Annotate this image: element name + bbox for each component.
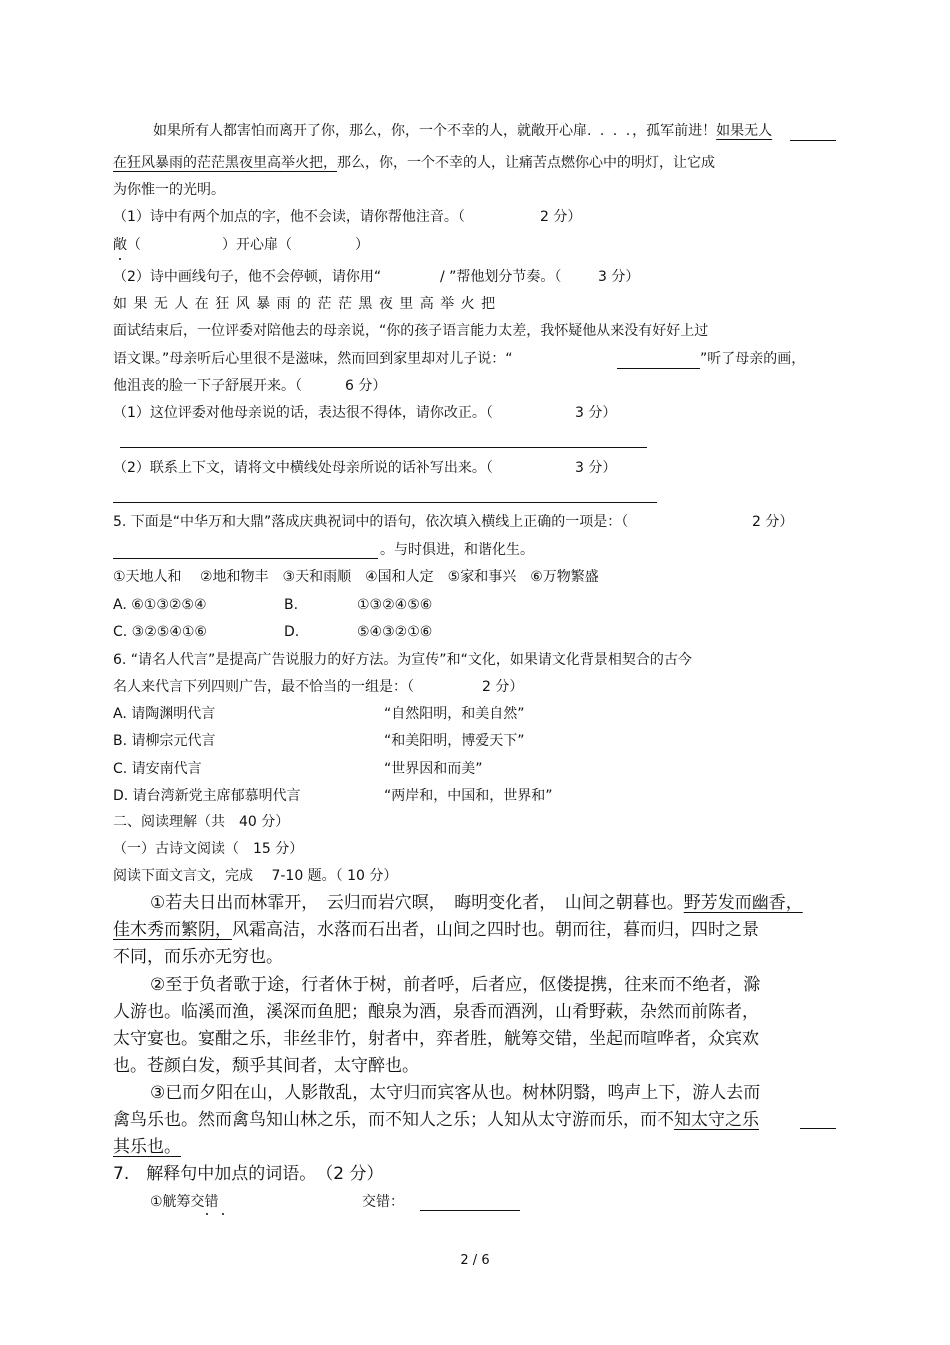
emphasis-dots: . . . .: [587, 123, 633, 139]
q5-stem: 5. 下面是“中华万和大鼎”落成庆典祝词中的语句，依次填入横线上正确的一项是：（: [113, 514, 629, 530]
q5-score: 2 分）: [752, 514, 794, 530]
underlined-text: 其乐也。: [113, 1137, 181, 1157]
q4-line-1: 面试结束后，一位评委对陪他去的母亲说，“你的孩子语言能力太差，我怀疑他从来没有好好上过: [113, 323, 709, 339]
q2-score: 3 分）: [598, 269, 640, 285]
q5-option-d: ⑤④③②①⑥: [357, 624, 433, 640]
passage-p1-line-3: 不同，而乐亦无穷也。: [113, 947, 283, 967]
emphasis-dot: [222, 1213, 224, 1215]
q7-item: ①觥筹交错: [150, 1194, 219, 1210]
passage-p3-line-2: [113, 1109, 759, 1131]
passage-text: 风霜高洁，水落而石出者，山间之四时也。朝而往，暮而归，四时之景: [232, 920, 759, 940]
q4-score: 6 分）: [345, 378, 387, 394]
section-subtitle: （一）古诗文阅读（ 15 分）: [113, 841, 304, 857]
q2-prompt: （2）诗中画线句子，他不会停顿，请你用“: [113, 269, 382, 285]
q6-option-label: B. 请柳宗元代言: [113, 733, 216, 749]
q6-option-label: D. 请台湾新党主席郁慕明代言: [113, 788, 301, 804]
q4-sub-1: （1）这位评委对他母亲说的话，表达很不得体，请你改正。（: [113, 405, 493, 421]
answer-blank[interactable]: [617, 368, 700, 369]
q6-option-label: A. 请陶渊明代言: [113, 706, 216, 722]
underlined-text: 佳木秀而繁阴，: [113, 920, 232, 940]
underlined-text: 在狂风暴雨的茫茫黑夜里高举火把，: [113, 155, 337, 171]
q7-label: 交错：: [362, 1194, 404, 1210]
q5-items: ①天地人和 ②地和物丰 ③天和雨顺 ④国和人定 ⑤家和事兴 ⑥万物繁盛: [113, 569, 599, 585]
q5-option-c: C. ③②⑤④①⑥: [113, 624, 207, 640]
underline-extension: [800, 1128, 836, 1129]
underlined-text: 野芳发而幽香，: [683, 893, 803, 913]
underline-extension: [790, 140, 836, 141]
answer-line[interactable]: [113, 502, 657, 503]
q6-option-slogan: “和美阳明，博爱天下”: [384, 733, 525, 749]
q1-prompt: （1）诗中有两个加点的字，他不会读，请你帮他注音。（: [113, 209, 465, 225]
q6-option-slogan: “自然阳明，和美自然”: [384, 706, 525, 722]
poem-text: 如果所有人都害怕而离开了你，那么，你，一个不幸的人，就敞开心扉: [153, 123, 587, 139]
passage-p2-line-1: ②至于负者歌于途，行者休于树，前者呼，后者应，伛偻提携，往来而不绝者，滁: [150, 975, 761, 995]
passage-p2-line-4: 也。苍颜白发，颓乎其间者，太守醉也。: [113, 1056, 419, 1076]
answer-blank[interactable]: [113, 558, 378, 559]
passage-text: ①若夫日出而林霏开， 云归而岩穴暝， 晦明变化者， 山间之朝暮也。: [150, 893, 684, 913]
q7-title: 7. 解释句中加点的词语。 （2 分）: [113, 1164, 384, 1184]
q4-sub-2: （2）联系上下文，请将文中横线处母亲所说的话补写出来。（: [113, 460, 493, 476]
passage-p1-line-1: [150, 892, 803, 914]
q4-sub-1-score: 3 分）: [575, 405, 617, 421]
underlined-text: 知太守之乐: [674, 1110, 759, 1130]
q5-option-b: ①③②④⑤⑥: [357, 597, 433, 613]
q6-score: 2 分）: [482, 679, 524, 695]
passage-p2-line-2: 人游也。临溪而渔，溪深而鱼肥；酿泉为酒，泉香而酒洌，山肴野蔌，杂然而前陈者，: [113, 1002, 759, 1022]
section-title: 二、阅读理解（共 40 分）: [113, 814, 290, 830]
q5-blank-tail: 。与时俱进，和谐化生。: [380, 542, 534, 558]
q6-stem-1: 6. “请名人代言”是提高广告说服力的好方法。为宣传”和“文化，如果请文化背景相契合的古今: [113, 652, 692, 668]
passage-p2-line-3: 太守宴也。宴酣之乐，非丝非竹，射者中，弈者胜，觥筹交错，坐起而喧哗者，众宾欢: [113, 1029, 759, 1049]
emphasis-dot: [206, 1213, 208, 1215]
q6-option-slogan: “两岸和，中国和，世界和”: [384, 788, 553, 804]
q4-line-2b: ”听了母亲的画，: [700, 351, 806, 367]
q1-score: 2 分）: [540, 209, 582, 225]
passage-p3-line-1: ③已而夕阳在山，人影散乱，太守归而宾客从也。树林阴翳，鸣声上下，游人去而: [150, 1083, 761, 1103]
passage-p1-line-2: [113, 919, 759, 941]
q5-option-b-label: B.: [284, 597, 299, 613]
q2-spaced-line: 如 果 无 人 在 狂 风 暴 雨 的 茫 茫 黑 夜 里 高 举 火 把: [113, 296, 497, 312]
underlined-text: 如果无人: [716, 123, 773, 139]
passage-p3-line-3: [113, 1136, 181, 1158]
q1-word-1: 敞（: [113, 237, 141, 253]
poem-line-1: [153, 122, 772, 140]
q4-line-2a: 语文课。”母亲听后心里很不是滋味，然而回到家里却对儿子说：“: [113, 351, 513, 367]
q6-option-slogan: “世界因和而美”: [384, 761, 483, 777]
q2-mark: / ”帮他划分节奏。（: [440, 269, 562, 285]
passage-text: 禽鸟乐也。然而禽鸟知山林之乐，而不知人之乐；人知从太守游而乐，而不: [113, 1110, 674, 1130]
emphasis-dot: [119, 258, 121, 260]
poem-text: 那么，你，一个不幸的人，让痛苦点燃你心中的明灯，让它成: [337, 155, 715, 171]
q6-stem-2: 名人来代言下列四则广告，最不恰当的一组是：（: [113, 679, 414, 695]
answer-line[interactable]: [120, 447, 647, 448]
poem-line-2: [113, 154, 715, 172]
q1-word-2: ）开心扉（: [222, 237, 292, 253]
poem-line-3: 为你惟一的光明。: [113, 182, 225, 198]
q5-option-d-label: D.: [284, 624, 300, 640]
q4-sub-2-score: 3 分）: [575, 460, 617, 476]
answer-blank[interactable]: [420, 1210, 520, 1211]
q5-option-a: A. ⑥①③②⑤④: [113, 597, 207, 613]
page-number: 2 / 6: [460, 1253, 490, 1268]
reading-instruction: 阅读下面文言文，完成 7-10 题。（ 10 分）: [113, 868, 398, 884]
q1-word-3: ）: [355, 237, 369, 253]
q6-option-label: C. 请安南代言: [113, 761, 202, 777]
poem-text: ，孤军前进！: [632, 123, 717, 139]
q4-line-3: 他沮丧的脸一下子舒展开来。（: [113, 378, 302, 394]
